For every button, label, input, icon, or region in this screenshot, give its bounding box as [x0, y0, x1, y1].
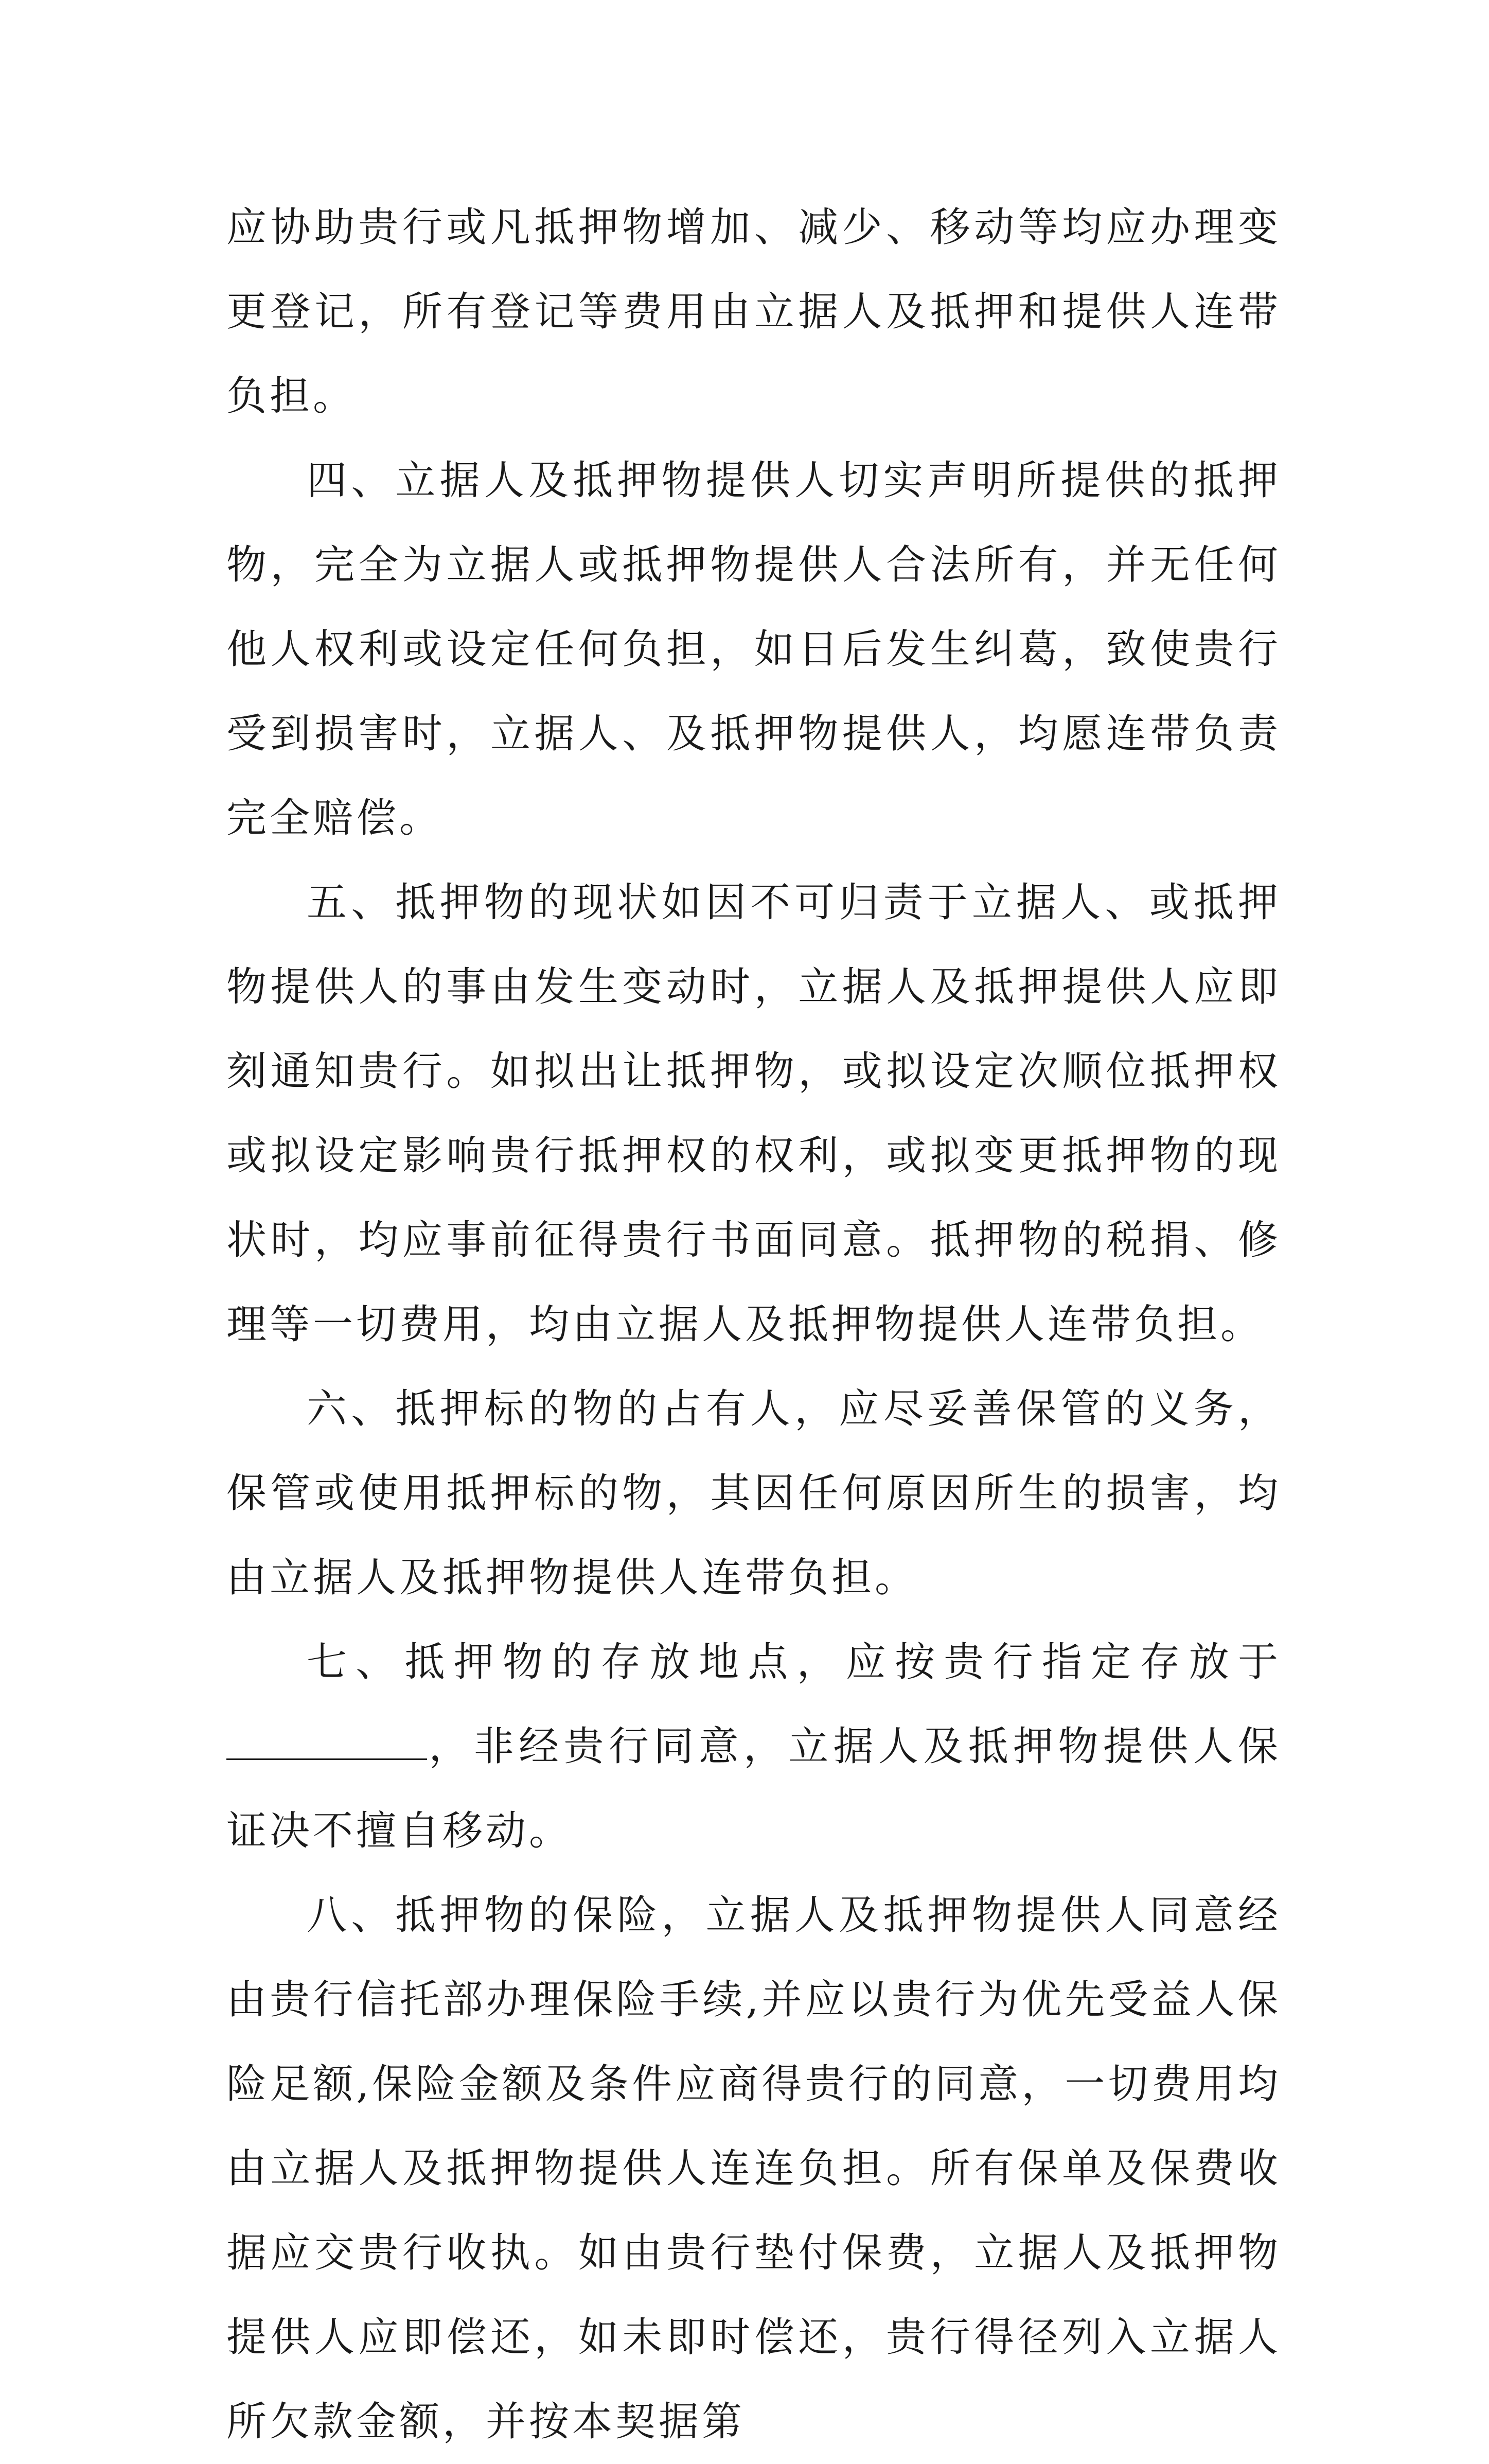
paragraph-clause-7: [226, 1620, 1281, 1873]
clause-7-text-after: ，非经贵行同意，立据人及抵押物提供人保证决不擅自移动。: [226, 1723, 1281, 1854]
clause-7-text-before: 七、抵押物的存放地点，应按贵行指定存放于: [307, 1639, 1281, 1685]
paragraph-clause-8: 八、抵押物的保险，立据人及抵押物提供人同意经由贵行信托部办理保险手续,并应以贵行为优先受益人保险足额,保险金额及条件应商得贵行的同意，一切费用均由立据人及抵押物提供人连连负担。所有保单及保费收据应交贵行收执。如由贵行垫付保费，立据人及抵押物提供人应即偿还，如未即时偿还，贵行得径列入立据人所欠款金额，并按本契据第: [226, 1892, 1281, 2445]
paragraph-clause-6: 六、抵押标的物的占有人，应尽妥善保管的义务，保管或使用抵押标的物，其因任何原因所生的损害，均由立据人及抵押物提供人连带负担。: [226, 1386, 1281, 1601]
paragraph-clause-5: 五、抵押物的现状如因不可归责于立据人、或抵押物提供人的事由发生变动时，立据人及抵押提供人应即刻通知贵行。如拟出让抵押物，或拟设定次顺位抵押权或拟设定影响贵行抵押权的权利，或拟变更抵押物的现状时，均应事前征得贵行书面同意。抵押物的税捐、修理等一切费用，均由立据人及抵押物提供人连带负担。: [226, 879, 1281, 1348]
paragraph-clause-4: 四、立据人及抵押物提供人切实声明所提供的抵押物，完全为立据人或抵押物提供人合法所有，并无任何他人权利或设定任何负担，如日后发生纠葛，致使贵行受到损害时，立据人、及抵押物提供人，均愿连带负责完全赔偿。: [226, 457, 1281, 841]
document-body: [226, 185, 1281, 2464]
storage-location-blank: [226, 1728, 427, 1760]
paragraph-continued: 应协助贵行或凡抵押物增加、减少、移动等均应办理变更登记，所有登记等费用由立据人及抵押和提供人连带负担。: [226, 204, 1281, 419]
